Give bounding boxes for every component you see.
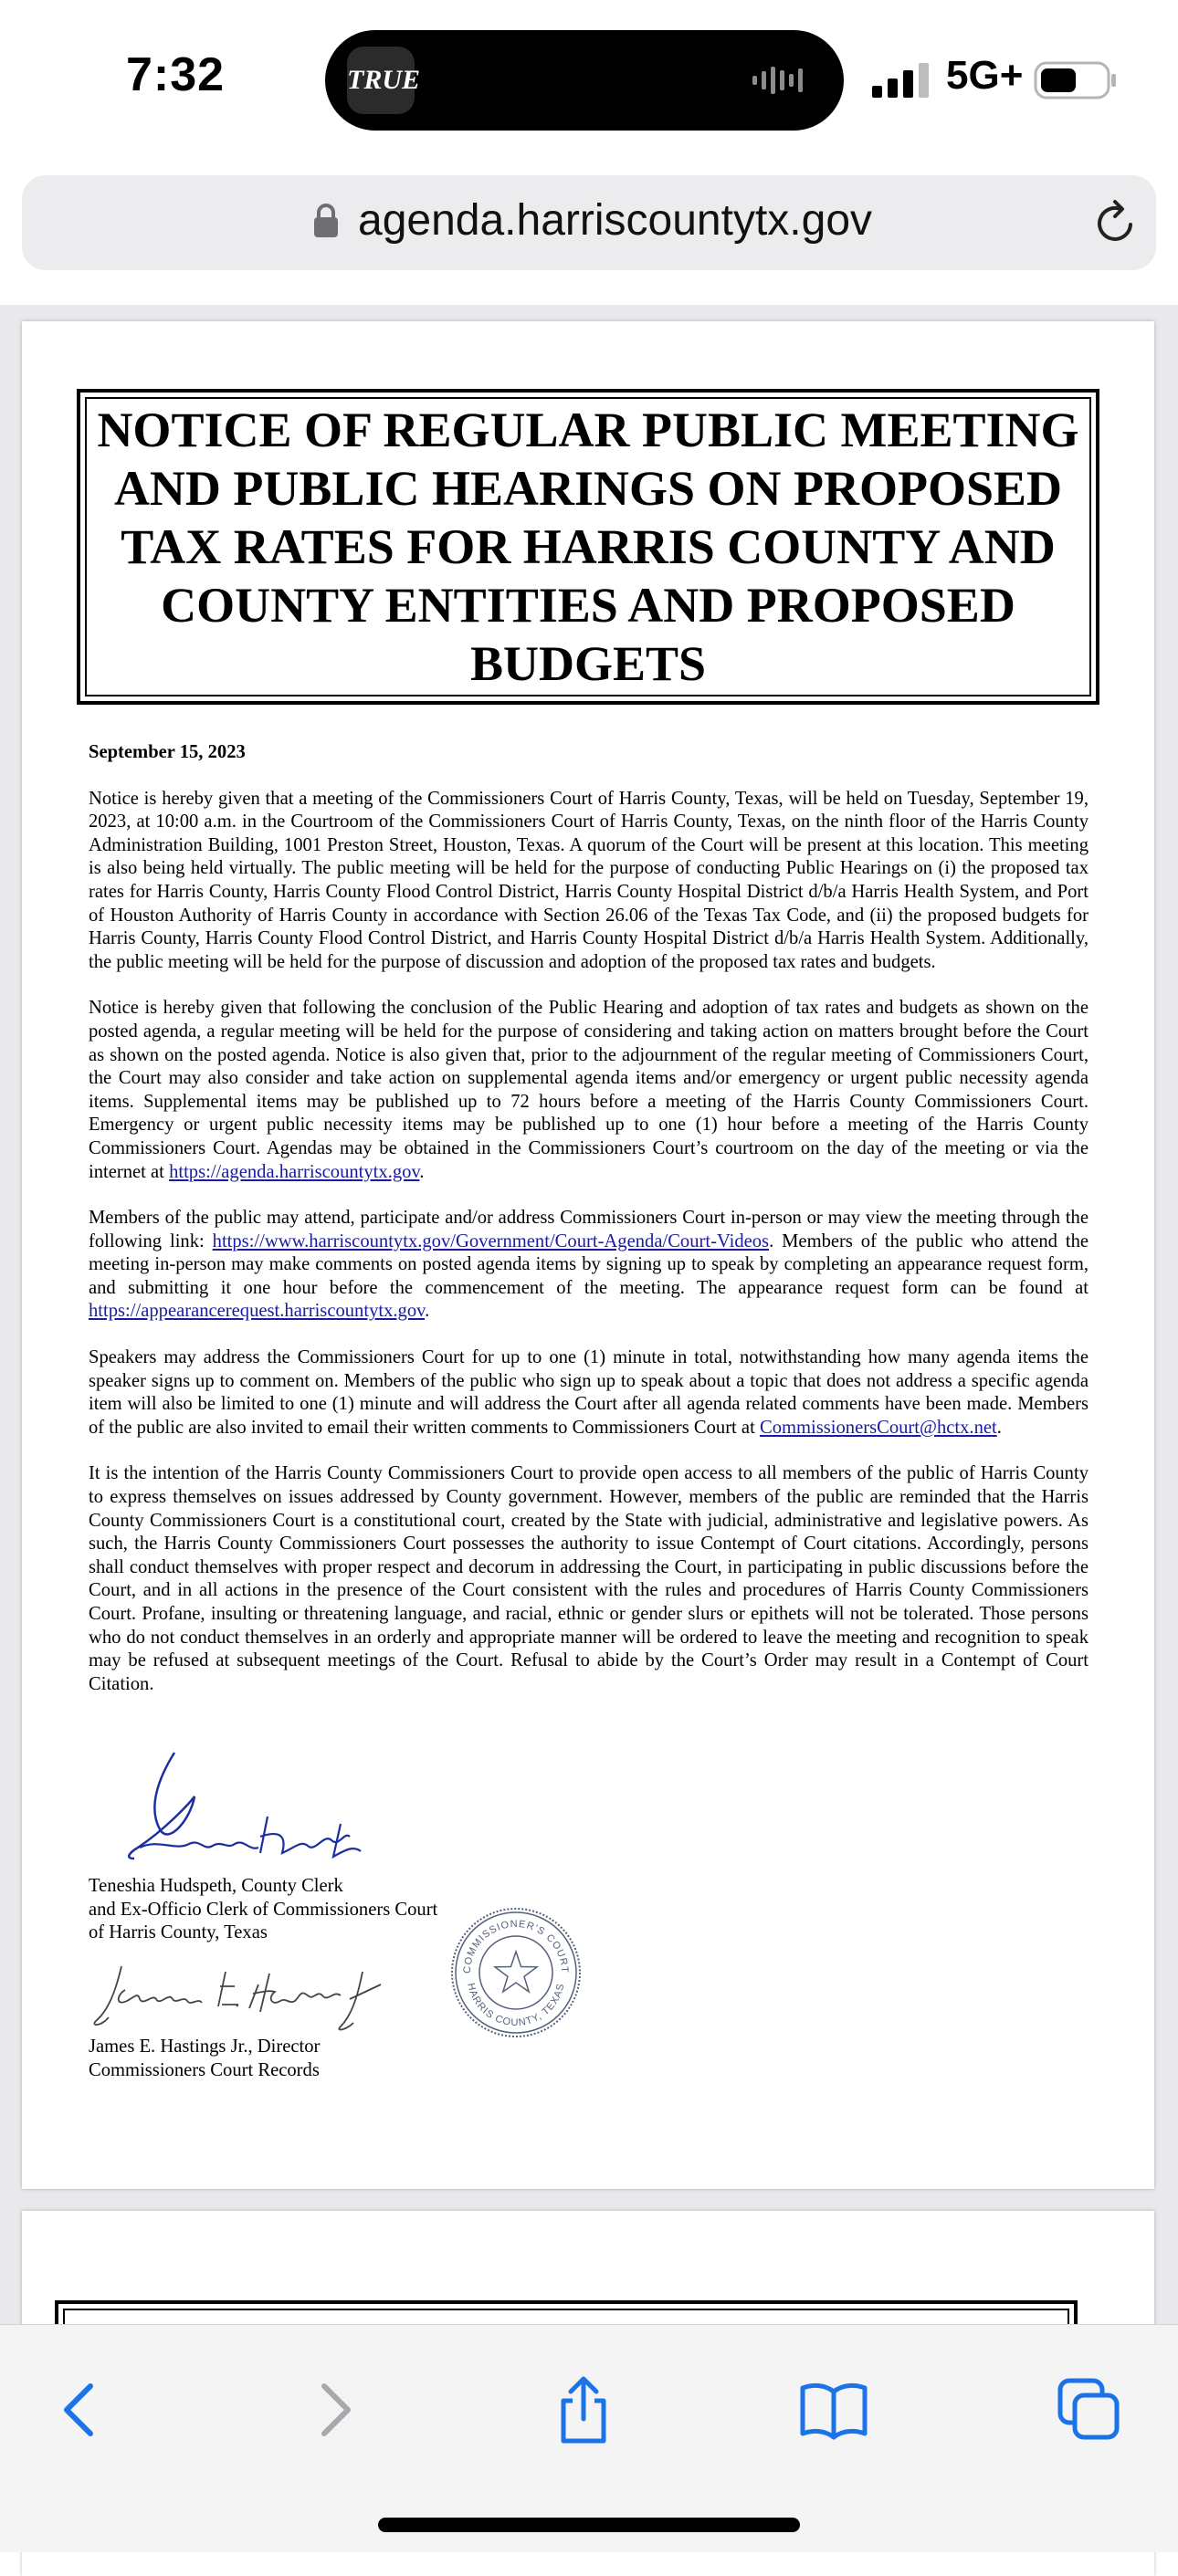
paragraph-text: Members of the public may attend, participate and/or address Commissioners Court in-person or may view the meeting through the following link: <box>89 1208 1089 1251</box>
director-name: James E. Hastings Jr., Director <box>89 2037 321 2057</box>
url-text[interactable]: agenda.harriscountytx.gov <box>358 196 873 245</box>
county-seal <box>447 1904 584 2041</box>
court-videos-link[interactable]: https://www.harriscountytx.gov/Government/Court-Agenda/Court-Videos <box>212 1230 770 1251</box>
paragraph-text: Speakers may address the Commissioners Court for up to one (1) minute in total, notwithstanding how many agenda items the speaker signs up to comment on. Members of the public who sign up to speak about a topic that does not address a specific agenda item will also be limited to one (1) minute and will address the Court after all agenda related comments have been made. Members of the public are also invited to email their written comments to Commissioners Court at <box>89 1347 1089 1438</box>
clerk-name-block <box>89 1875 437 1945</box>
pdf-page-1 <box>22 321 1154 2189</box>
tabs-button[interactable] <box>1048 2369 1131 2451</box>
audio-wave-icon <box>751 65 809 96</box>
svg-text:COMMISSIONER'S COURT: COMMISSIONER'S COURT <box>461 1918 571 1974</box>
home-indicator[interactable] <box>378 2518 800 2532</box>
forward-button[interactable] <box>294 2369 376 2451</box>
director-name-block <box>89 2036 320 2082</box>
title-frame-inner <box>85 397 1091 696</box>
cellular-signal-icon <box>870 62 934 99</box>
back-button[interactable] <box>38 2369 121 2451</box>
svg-text:HARRIS COUNTY, TEXAS: HARRIS COUNTY, TEXAS <box>465 1982 567 2029</box>
appearance-request-link[interactable]: https://appearancerequest.harriscountytx.gov <box>89 1301 426 1322</box>
agenda-link[interactable]: https://agenda.harriscountytx.gov <box>169 1161 420 1182</box>
bookmarks-button[interactable] <box>793 2369 875 2451</box>
back-icon <box>58 2381 101 2439</box>
book-icon <box>799 2381 868 2439</box>
network-type: 5G+ <box>946 53 1024 98</box>
clock: 7:32 <box>126 48 226 101</box>
paragraph-meeting-details: Notice is hereby given that a meeting of the Commissioners Court of Harris County, Texas, will be held on Tuesday, September 19, 2023, at 10:00 a.m. in the Courtroom of the Commissioners Court of Harris County, Texas, on the ninth floor of the Harris County Administration Building, 1001 Preston Street, Houston, Texas. A quorum of the Court will be present at this location. This meeting is also being held virtually. The public meeting will be held for the purpose of conducting Public Hearings on (i) the proposed tax rates for Harris County, Harris County Flood Control District, Harris County Hospital District d/b/a Harris Health System, and Port of Houston Authority of Harris County in accordance with Section 26.06 of the Texas Tax Code, and (ii) the proposed budgets for Harris County, Harris County Flood Control District, and Harris County Hospital District d/b/a Harris Health System. Additionally, the public meeting will be held for the purpose of discussion and adoption of the proposed tax rates and budgets. <box>89 788 1089 972</box>
web-content[interactable] <box>0 305 1178 2324</box>
paragraph-speakers: Speakers may address the Commissioners Court for up to one (1) minute in total, notwithstanding how many agenda items the speaker signs up to comment on. Members of the public who sign up to speak about a topic that does not address a specific agenda item will also be limited to one (1) minute and will address the Court after all agenda related comments have been made. Members of the public are also invited to email their written comments to Commissioners Court at CommissionersCourt@hctx.net. <box>89 1347 1089 1438</box>
paragraph-text: . Members of the public who attend the meeting in-person may make comments on posted agenda items by signing up to speak by completing an appearance request form, and submitting it one hour before the commencement of the meeting. The appearance request form can be found at <box>89 1230 1089 1298</box>
email-link[interactable]: CommissionersCourt@hctx.net <box>759 1417 997 1438</box>
paragraph-text: Notice is hereby given that following the conclusion of the Public Hearing and adoption of tax rates and budgets as shown on the posted agenda, a regular meeting will be held for the purpose of considering and taking action on matters brought before the Court as shown on the posted agenda. Notice is also given that, prior to the adjournment of the regular meeting of Commissioners Court, the Court may also consider and take action on supplemental agenda items and/or emergency or urgent public necessity agenda items. Supplemental items may be published up to 72 hours before a meeting of the Harris County Commissioners Court. Emergency or urgent public necessity items may be published up to one (1) hour before a meeting of the Harris County Commissioners Court. Agendas may be obtained in the Commissioners Court’s courtroom on the day of the meeting or via the internet at <box>89 998 1089 1182</box>
paragraph-public-attendance: Members of the public may attend, participate and/or address Commissioners Court in-person or may view the meeting through the following link: https://www.harriscountytx.gov/Government/Court-Agenda/Court-Videos. Members of the public who attend the meeting in-person may make comments on posted agenda items by signing up to speak by completing an appearance request form, and submitting it one hour before the commencement of the meeting. The appearance request form can be found at https://appearancerequest.harriscountytx.gov. <box>89 1208 1089 1322</box>
notice-body <box>89 741 1089 1719</box>
paragraph-regular-meeting: Notice is hereby given that following the conclusion of the Public Hearing and adoption of tax rates and budgets as shown on the posted agenda, a regular meeting will be held for the purpose of considering and taking action on matters brought before the Court as shown on the posted agenda. Notice is also given that, prior to the adjournment of the regular meeting of Commissioners Court, the Court may also consider and take action on supplemental agenda items and/or emergency or urgent public necessity agenda items. Supplemental items may be published up to 72 hours before a meeting of the Harris County Commissioners Court. Emergency or urgent public necessity items may be published up to one (1) hour before a meeting of the Harris County Commissioners Court. Agendas may be obtained in the Commissioners Court’s courtroom on the day of the meeting or via the internet at https://agenda.harriscountytx.gov. <box>89 998 1089 1182</box>
title-frame <box>77 389 1099 705</box>
share-icon <box>554 2373 613 2446</box>
clerk-title: and Ex-Officio Clerk of Commissioners Court <box>89 1899 438 1920</box>
status-bar <box>0 0 1178 155</box>
clerk-name: Teneshia Hudspeth, County Clerk <box>89 1876 343 1896</box>
signature-clerk <box>121 1745 377 1864</box>
clerk-county: of Harris County, Texas <box>89 1922 268 1943</box>
reload-icon[interactable] <box>1090 197 1141 248</box>
director-title: Commissioners Court Records <box>89 2059 320 2080</box>
notice-date: September 15, 2023 <box>89 742 246 762</box>
lock-icon <box>312 203 340 239</box>
forward-icon <box>313 2381 357 2439</box>
dynamic-island[interactable] <box>325 30 844 131</box>
battery-icon <box>1034 60 1118 100</box>
share-button[interactable] <box>542 2369 625 2451</box>
signature-director <box>89 1953 381 2036</box>
notice-title: NOTICE OF REGULAR PUBLIC MEETING AND PUBLIC HEARINGS ON PROPOSED TAX RATES FOR HARRIS COUNTY AND COUNTY ENTITIES AND PROPOSED BUDGETS <box>97 403 1079 691</box>
island-app-icon: TRUE <box>347 47 415 114</box>
paragraph-decorum: It is the intention of the Harris County Commissioners Court to provide open access to all members of the public of Harris County to express themselves on issues addressed by County government. However, members of the public are reminded that the Harris County Commissioners Court is a constitutional court, created by the State with judicial, administrative and legislative powers. As such, the Harris County Commissioners Court possesses the authority to issue Contempt of Court citations. Accordingly, persons shall conduct themselves with proper respect and decorum in addressing the Court, in participating in public discussions before the Court, and in all actions in the presence of the Court consistent with the rules and procedures of Harris County Commissioners Court. Profane, insulting or threatening language, and racial, ethnic or gender slurs or epithets will not be tolerated. Those persons who do not conduct themselves in an orderly and appropriate manner will be ordered to leave the meeting and recognition to speak may be refused at subsequent meetings of the Court. Refusal to abide by the Court’s Order may result in a Contempt of Court Citation. <box>89 1463 1089 1694</box>
address-bar[interactable] <box>22 175 1156 270</box>
tabs-icon <box>1057 2377 1122 2443</box>
